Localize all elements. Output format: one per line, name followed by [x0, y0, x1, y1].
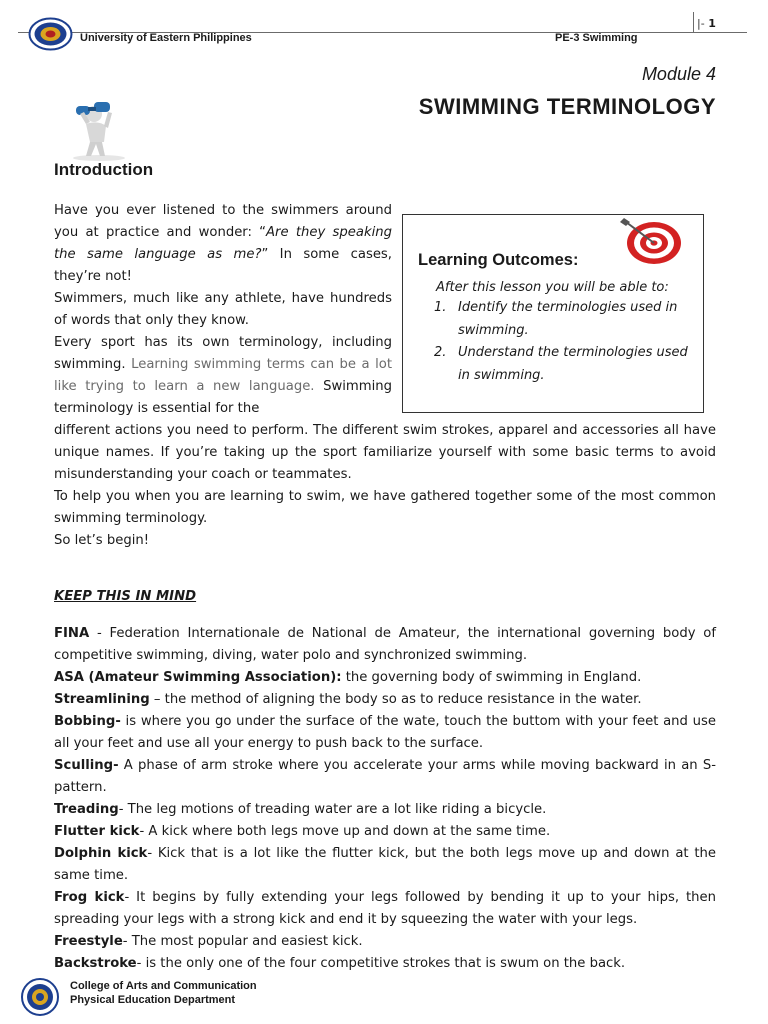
page-title: SWIMMING TERMINOLOGY: [418, 94, 716, 119]
keep-in-mind-heading: KEEP THIS IN MIND: [54, 589, 197, 604]
learning-outcome-item: [434, 342, 696, 387]
introduction-heading: Introduction: [54, 160, 154, 179]
term-item: [54, 623, 716, 667]
target-icon: [614, 216, 684, 268]
intro-paragraph-4: To help you when you are learning to swim, we have gathered together some of the most common swimming terminology.: [54, 489, 716, 526]
term-definition: the governing body of swimming in England.: [341, 670, 642, 685]
term-name: ASA (Amateur Swimming Association):: [54, 670, 342, 685]
intro-p1-start: Have you ever listened to the swimmers around you at practice and wonder: “: [54, 203, 392, 240]
outcome-text: Understand the terminologies used in swimming.: [458, 345, 688, 383]
intro-p1-quote: Are they speaking the same language as me?: [54, 225, 392, 262]
intro-paragraph-5: So let’s begin!: [54, 533, 149, 548]
term-definition: - A kick where both legs move up and down at the same time.: [139, 824, 551, 839]
university-name: University of Eastern Philippines: [80, 32, 252, 44]
term-name: Freestyle: [54, 934, 123, 949]
page-number: [697, 17, 716, 30]
header-divider-vertical: [693, 12, 694, 32]
outcome-text: Identify the terminologies used in swimming.: [458, 300, 678, 338]
intro-paragraph-3: [54, 332, 392, 420]
intro-p3-end: Swimming terminology is essential for the: [54, 379, 392, 416]
terms-list: [54, 623, 716, 975]
term-name: FINA: [54, 626, 90, 641]
term-item: [54, 755, 716, 799]
university-seal-icon: [28, 17, 73, 51]
term-definition: – the method of aligning the body so as to reduce resistance in the water.: [149, 692, 642, 707]
course-name: PE-3 Swimming: [555, 32, 638, 44]
term-item: [54, 667, 716, 689]
footer-college: College of Arts and Communication: [70, 980, 257, 992]
term-definition: A phase of arm stroke where you accelerate your arms while moving backward in an S-pattern.: [54, 758, 716, 795]
intro-paragraph-3-continued: different actions you need to perform. The different swim strokes, apparel and accessories all have unique names. If you’re taking up the sport familiarize yourself with some basic terms to avoid misunderstanding your coach or teammates.: [54, 423, 716, 482]
term-name: Flutter kick: [54, 824, 140, 839]
module-label: Module 4: [641, 64, 716, 84]
outcome-number: 1.: [434, 300, 447, 315]
department-seal-icon: [20, 978, 60, 1016]
term-definition: - The leg motions of treading water are a lot like riding a bicycle.: [118, 802, 547, 817]
term-name: Treading: [54, 802, 119, 817]
term-definition: - Federation Internationale de National de Amateur, the international governing body of competitive swimming, diving, water polo and synchronized swimming.: [54, 626, 716, 663]
intro-p3-gray: Learning swimming terms can be a lot like trying to learn a new language.: [54, 357, 392, 394]
intro-text-narrow: [54, 200, 392, 420]
term-name: Backstroke: [54, 956, 137, 971]
term-definition: is where you go under the surface of the wate, touch the buttom with your feet and use all your feet and use all your energy to push back to the surface.: [54, 714, 716, 751]
intro-paragraph-1: [54, 200, 392, 288]
term-name: Frog kick: [54, 890, 125, 905]
footer-department: Physical Education Department: [70, 994, 236, 1006]
learning-outcomes-title: Learning Outcomes:: [418, 251, 579, 269]
term-definition: - The most popular and easiest kick.: [122, 934, 363, 949]
term-item: [54, 799, 716, 821]
intro-p3-start: Every sport has its own terminology, including swimming.: [54, 335, 392, 372]
page-number-value: 1: [708, 17, 716, 30]
term-item: [54, 953, 716, 975]
term-definition: - Kick that is a lot like the flutter kick, but the both legs move up and down at the same time.: [54, 846, 717, 883]
term-name: Sculling-: [54, 758, 119, 773]
learning-outcomes-list: [434, 297, 696, 387]
term-item: [54, 843, 716, 887]
page-number-prefix: |-: [697, 17, 705, 30]
intro-paragraph-2: Swimmers, much like any athlete, have hundreds of words that only they know.: [54, 291, 392, 328]
term-item: [54, 711, 716, 755]
intro-text-wide: [54, 420, 716, 552]
term-name: Bobbing-: [54, 714, 121, 729]
intro-p1-end: ” In some cases, they’re not!: [54, 247, 392, 284]
learning-outcomes-intro: After this lesson you will be able to:: [436, 280, 669, 295]
binocular-figure-icon: [68, 98, 130, 162]
term-item: [54, 931, 716, 953]
term-definition: - It begins by fully extending your legs followed by bending it up to your hips, then spreading your legs with a strong kick and end it by squeezing the water with your legs.: [54, 890, 716, 927]
term-name: Dolphin kick: [54, 846, 148, 861]
term-definition: - is the only one of the four competitive strokes that is swum on the back.: [136, 956, 626, 971]
term-name: Streamlining: [54, 692, 150, 707]
learning-outcome-item: [434, 297, 696, 342]
outcome-number: 2.: [434, 345, 447, 360]
term-item: [54, 821, 716, 843]
term-item: [54, 887, 716, 931]
term-item: [54, 689, 716, 711]
